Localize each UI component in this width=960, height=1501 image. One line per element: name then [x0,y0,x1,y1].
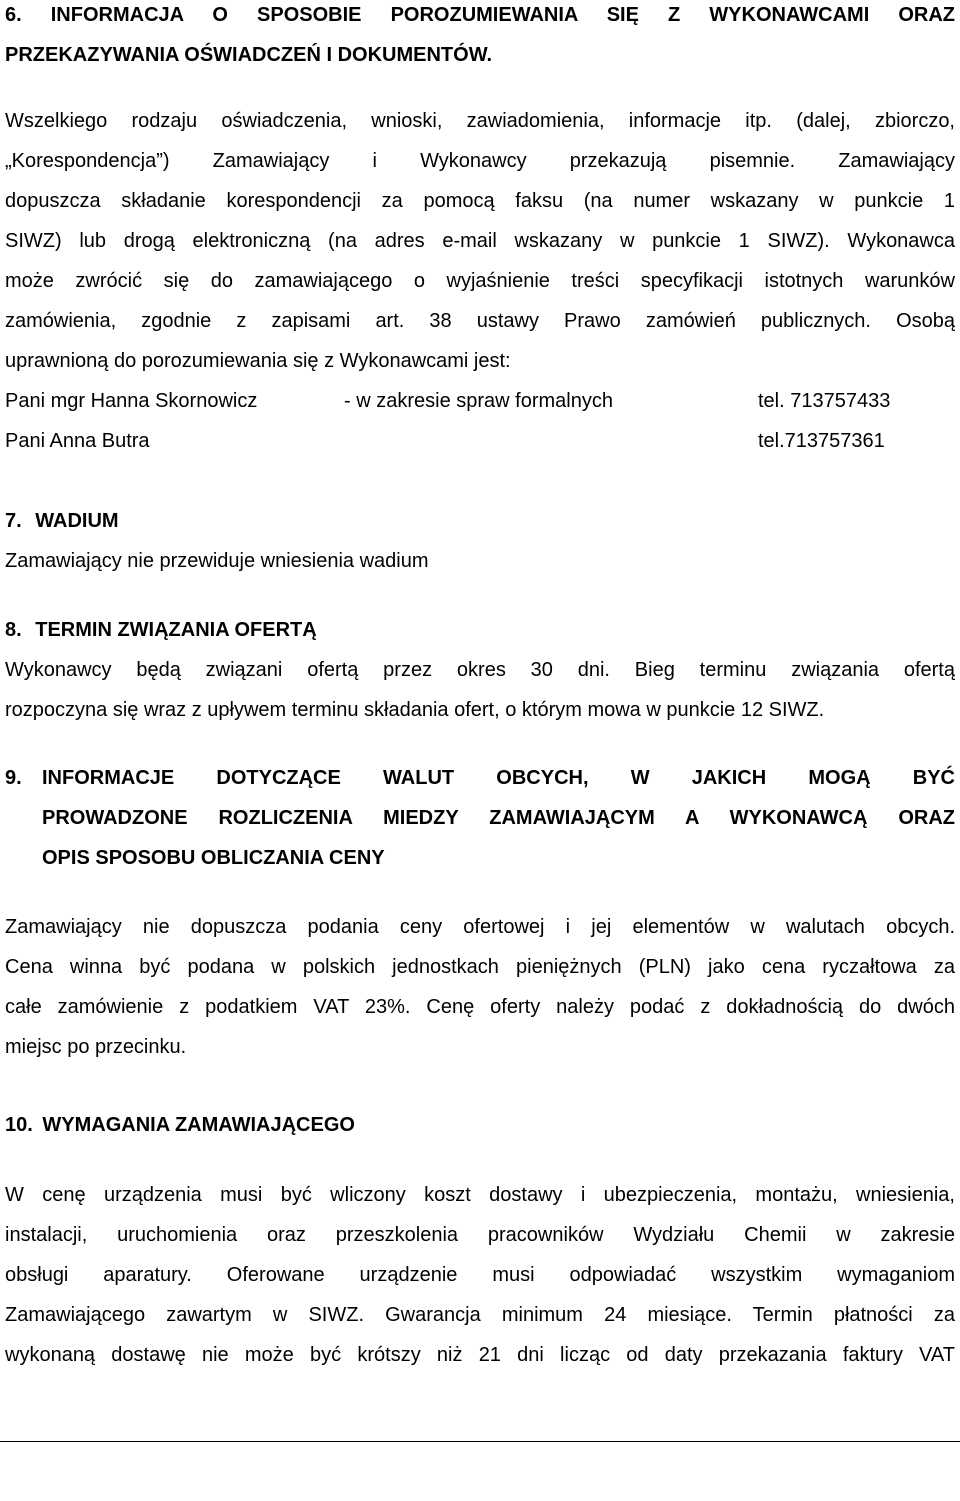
section-9-heading [5,758,955,878]
paragraph-line: może zwrócić się do zamawiającego o wyjaśnienie treści specyfikacji istotnych warunków [5,270,955,292]
section-title: WYMAGANIA ZAMAWIAJĄCEGO [42,1114,355,1136]
section-10-heading [5,1105,955,1145]
contact-scope [344,421,758,461]
contact-phone: tel. 713757433 [758,390,891,412]
section-title: TERMIN ZWIĄZANIA OFERTĄ [35,619,317,641]
section-number: 7. [5,510,22,532]
contact-phone: tel.713757361 [758,430,885,452]
section-9-body [5,907,955,1067]
section-title-line: PROWADZONE ROZLICZENIA MIEDZY ZAMAWIAJĄCYM A WYKONAWCĄ ORAZ [42,807,955,829]
paragraph-line: obsługi aparatury. Oferowane urządzenie musi odpowiadać wszystkim wymaganiom [5,1264,955,1286]
section-6-body [5,101,955,381]
contact-name: Pani mgr Hanna Skornowicz [5,390,258,412]
section-7-heading [5,501,955,541]
paragraph-line: W cenę urządzenia musi być wliczony koszt dostawy i ubezpieczenia, montażu, wniesienia, [5,1184,955,1206]
footer-divider [0,1441,960,1442]
paragraph-line: rozpoczyna się wraz z upływem terminu składania ofert, o którym mowa w punkcie 12 SIWZ. [5,699,825,721]
section-6-heading [5,0,955,75]
paragraph-line: SIWZ) lub drogą elektroniczną (na adres e-mail wskazany w punkcie 1 SIWZ). Wykonawca [5,230,955,252]
paragraph-line: zamówienia, zgodnie z zapisami art. 38 ustawy Prawo zamówień publicznych. Osobą [5,310,955,332]
paragraph-line: „Korespondencja”) Zamawiający i Wykonawcy przekazują pisemnie. Zamawiający [5,150,955,172]
section-number: 9. [5,767,22,789]
paragraph-line: Zamawiający nie dopuszcza podania ceny ofertowej i jej elementów w walutach obcych. [5,916,955,938]
paragraph-line: Cena winna być podana w polskich jednostkach pieniężnych (PLN) jako cena ryczałtowa za [5,956,955,978]
paragraph-line: instalacji, uruchomienia oraz przeszkolenia pracowników Wydziału Chemii w zakresie [5,1224,955,1246]
contact-name: Pani Anna Butra [5,430,150,452]
paragraph-line: Zamawiającego zawartym w SIWZ. Gwarancja minimum 24 miesiące. Termin płatności za [5,1304,955,1326]
section-title [42,758,955,878]
section-8-heading [5,610,955,650]
paragraph-line: uprawnioną do porozumiewania się z Wykonawcami jest: [5,350,511,372]
section-number: 10. [5,1114,33,1136]
contact-row [5,421,955,461]
paragraph-line: Zamawiający nie przewiduje wniesienia wadium [5,550,429,572]
section-8 [5,610,955,730]
contacts-table [5,381,955,461]
section-number: 8. [5,619,22,641]
paragraph-line: miejsc po przecinku. [5,1036,187,1058]
paragraph-line: Wszelkiego rodzaju oświadczenia, wnioski, zawiadomienia, informacje itp. (dalej, zbiorczo, [5,110,955,132]
contact-scope: - w zakresie spraw formalnych [344,390,613,412]
section-title-line: OPIS SPOSOBU OBLICZANIA CENY [42,847,385,869]
paragraph-line: Wykonawcy będą związani ofertą przez okres 30 dni. Bieg terminu związania ofertą [5,659,955,681]
section-7 [5,501,955,581]
section-6-heading-line: 6. INFORMACJA O SPOSOBIE POROZUMIEWANIA SIĘ Z WYKONAWCAMI ORAZ [5,4,955,26]
contact-row [5,381,955,421]
section-10-body [5,1175,955,1375]
section-6-heading-line: PRZEKAZYWANIA OŚWIADCZEŃ I DOKUMENTÓW. [5,44,493,66]
paragraph-line: całe zamówienie z podatkiem VAT 23%. Cenę oferty należy podać z dokładnością do dwóch [5,996,955,1018]
paragraph-line: dopuszcza składanie korespondencji za pomocą faksu (na numer wskazany w punkcie 1 [5,190,955,212]
section-title-line: INFORMACJE DOTYCZĄCE WALUT OBCYCH, W JAKICH MOGĄ BYĆ [42,767,955,789]
paragraph-line: wykonaną dostawę nie może być krótszy niż 21 dni licząc od daty przekazania faktury VAT [5,1344,955,1366]
section-title: WADIUM [35,510,119,532]
